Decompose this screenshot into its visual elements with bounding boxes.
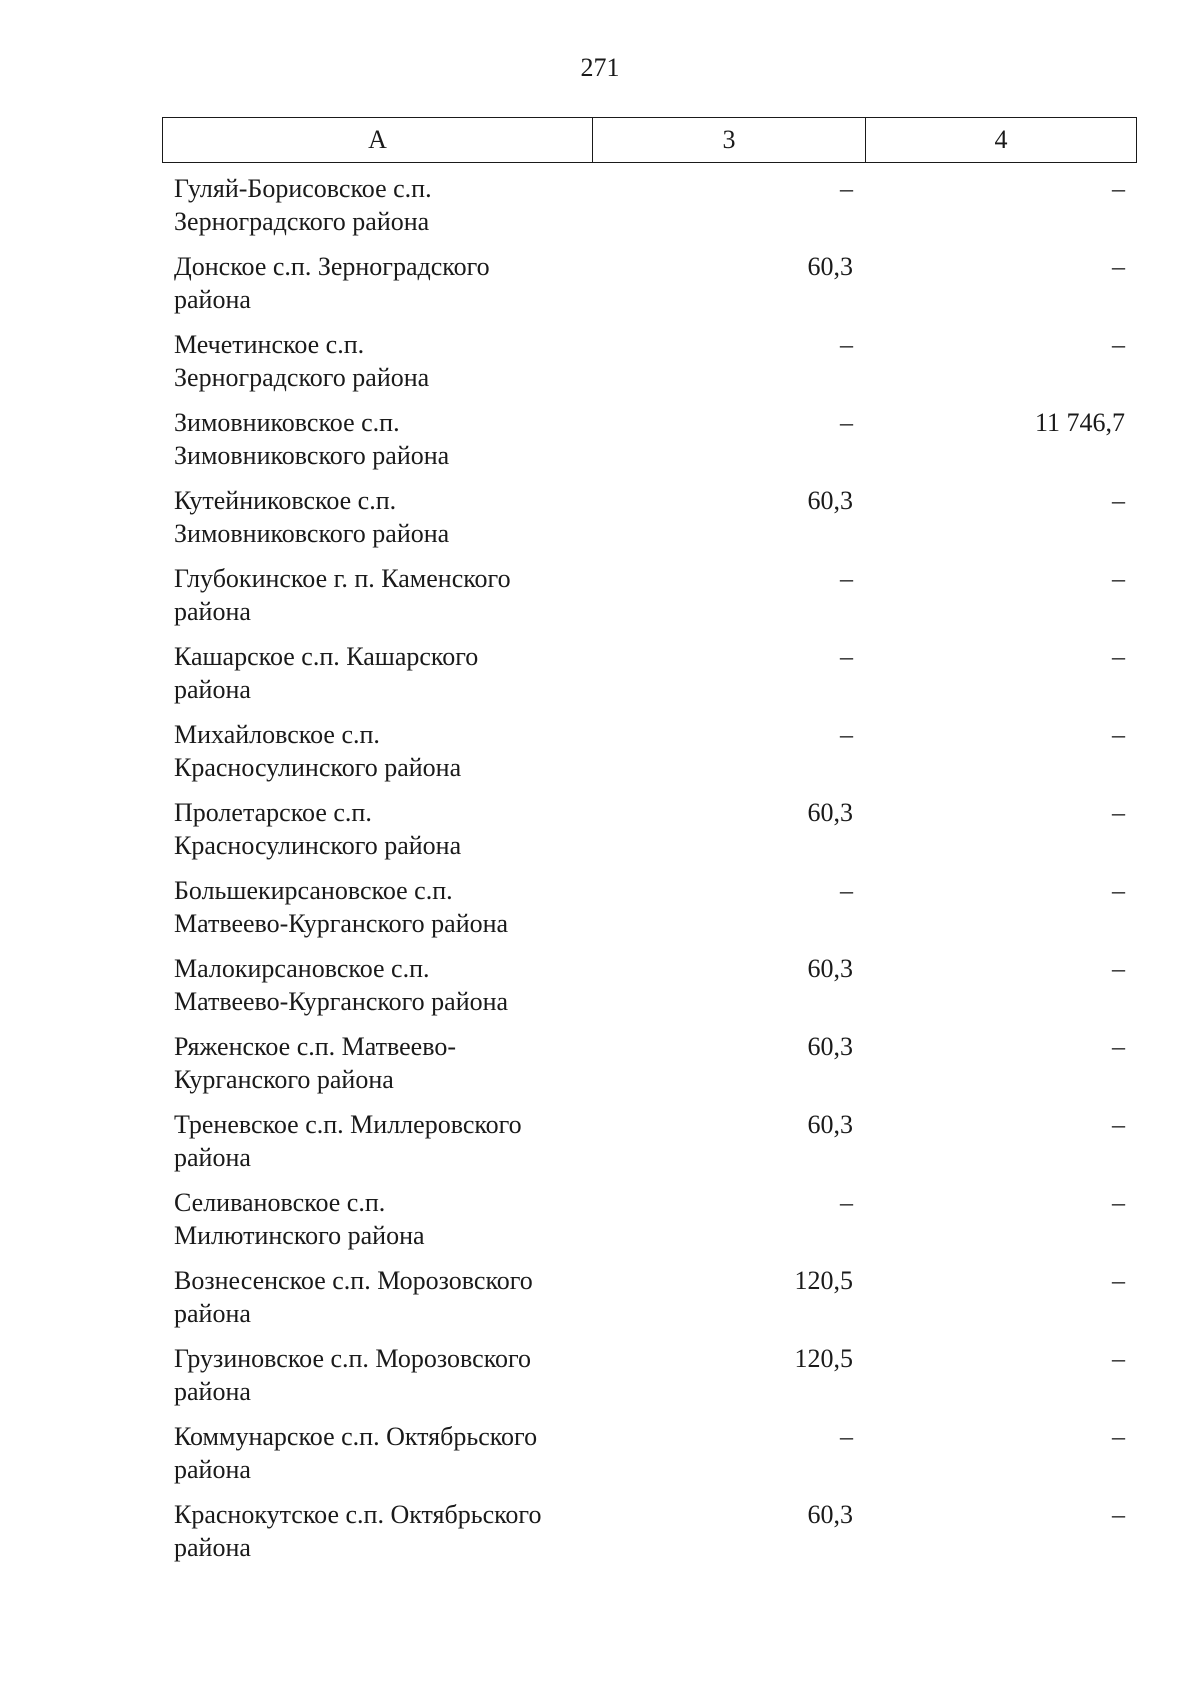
row-name-line: Зерноградского района [174, 207, 430, 236]
row-value-col3: – [840, 174, 853, 203]
row-name-cell [162, 250, 592, 328]
table-row [162, 1264, 1137, 1342]
row-name-cell [162, 874, 592, 952]
row-value-col3: – [840, 564, 853, 593]
table-row [162, 562, 1137, 640]
row-name-line: района [174, 1533, 251, 1562]
row-value-col4: – [1112, 330, 1125, 359]
row-name-line: Большекирсановское с.п. [174, 876, 453, 905]
table-row [162, 250, 1137, 328]
table-row [162, 1342, 1137, 1420]
row-name-line: Краснокутское с.п. Октябрьского [174, 1500, 542, 1529]
table-row [162, 1420, 1137, 1498]
row-value-col4: – [1112, 486, 1125, 515]
row-name-line: Зимовниковского района [174, 441, 450, 470]
table-body [162, 172, 1137, 1576]
row-name-line: Матвеево-Курганского района [174, 987, 509, 1016]
row-name-line: Селивановское с.п. [174, 1188, 386, 1217]
row-name-line: Ряженское с.п. Матвеево- [174, 1032, 456, 1061]
row-name-cell [162, 406, 592, 484]
row-name-cell [162, 484, 592, 562]
row-value-col3: 60,3 [807, 954, 853, 983]
row-name-line: района [174, 1455, 251, 1484]
table-row [162, 718, 1137, 796]
row-name-line: Зерноградского района [174, 363, 430, 392]
row-value-col3: – [840, 330, 853, 359]
row-name-line: Кутейниковское с.п. [174, 486, 397, 515]
row-value-col3: 60,3 [807, 486, 853, 515]
row-value-col4: – [1112, 1266, 1125, 1295]
row-name-cell [162, 328, 592, 406]
row-name-cell [162, 1108, 592, 1186]
row-value-col3: – [840, 720, 853, 749]
page-number: 271 [580, 53, 620, 82]
row-name-line: Зимовниковского района [174, 519, 450, 548]
row-name-line: Пролетарское с.п. [174, 798, 372, 827]
table-row [162, 1186, 1137, 1264]
row-name-cell [162, 1264, 592, 1342]
row-value-col4: – [1112, 798, 1125, 827]
header-cell-4: 4 [994, 125, 1008, 154]
table-row [162, 328, 1137, 406]
row-name-line: Кашарское с.п. Кашарского [174, 642, 479, 671]
row-name-cell [162, 1030, 592, 1108]
row-name-cell [162, 1498, 592, 1576]
header-cell-3: 3 [593, 118, 866, 162]
row-name-line: Глубокинское г. п. Каменского [174, 564, 511, 593]
row-name-line: района [174, 675, 251, 704]
row-value-col4: – [1112, 720, 1125, 749]
row-name-line: Грузиновское с.п. Морозовского [174, 1344, 532, 1373]
table-row [162, 406, 1137, 484]
table-row [162, 1108, 1137, 1186]
row-value-col4: – [1112, 1032, 1125, 1061]
row-name-line: района [174, 1377, 251, 1406]
row-name-line: Зимовниковское с.п. [174, 408, 400, 437]
row-name-line: района [174, 597, 251, 626]
row-name-line: Михайловское с.п. [174, 720, 380, 749]
row-name-line: Треневское с.п. Миллеровского [174, 1110, 522, 1139]
row-value-col3: – [840, 1188, 853, 1217]
row-name-line: Коммунарское с.п. Октябрьского [174, 1422, 538, 1451]
row-value-col3: 60,3 [807, 1032, 853, 1061]
row-value-col4: – [1112, 564, 1125, 593]
row-name-line: Малокирсановское с.п. [174, 954, 430, 983]
row-value-col4: – [1112, 174, 1125, 203]
row-value-col3: – [840, 642, 853, 671]
row-value-col3: – [840, 408, 853, 437]
row-name-line: Милютинского района [174, 1221, 425, 1250]
row-value-col4: 11 746,7 [1034, 408, 1125, 437]
row-name-cell [162, 952, 592, 1030]
row-name-cell [162, 1186, 592, 1264]
row-name-line: Мечетинское с.п. [174, 330, 365, 359]
table-row [162, 640, 1137, 718]
row-value-col4: – [1112, 1500, 1125, 1529]
header-cell-a: А [163, 118, 593, 162]
row-value-col3: – [840, 1422, 853, 1451]
row-value-col4: – [1112, 1110, 1125, 1139]
table-row [162, 1030, 1137, 1108]
row-name-line: Донское с.п. Зерноградского [174, 252, 490, 281]
row-name-line: района [174, 285, 251, 314]
row-value-col3: 120,5 [794, 1266, 853, 1295]
row-name-line: района [174, 1143, 251, 1172]
row-value-col3: 60,3 [807, 798, 853, 827]
row-name-line: Красносулинского района [174, 753, 462, 782]
row-value-col3: 120,5 [794, 1344, 853, 1373]
row-name-cell [162, 1342, 592, 1420]
row-value-col3: 60,3 [807, 1110, 853, 1139]
row-name-cell [162, 640, 592, 718]
row-value-col3: 60,3 [807, 1500, 853, 1529]
table-row [162, 796, 1137, 874]
row-name-line: Красносулинского района [174, 831, 462, 860]
row-value-col4: – [1112, 252, 1125, 281]
row-value-col4: – [1112, 642, 1125, 671]
row-name-line: района [174, 1299, 251, 1328]
row-value-col3: – [840, 876, 853, 905]
row-name-cell [162, 796, 592, 874]
row-name-line: Матвеево-Курганского района [174, 909, 509, 938]
data-table [162, 117, 1137, 1576]
row-name-cell [162, 172, 592, 250]
row-value-col4: – [1112, 954, 1125, 983]
table-row [162, 952, 1137, 1030]
row-value-col3: 60,3 [807, 252, 853, 281]
table-row [162, 172, 1137, 250]
row-value-col4: – [1112, 1188, 1125, 1217]
row-value-col4: – [1112, 876, 1125, 905]
table-row [162, 1498, 1137, 1576]
row-value-col4: – [1112, 1422, 1125, 1451]
table-row [162, 874, 1137, 952]
row-name-line: Вознесенское с.п. Морозовского [174, 1266, 533, 1295]
row-name-cell [162, 562, 592, 640]
row-name-line: Курганского района [174, 1065, 394, 1094]
row-name-cell [162, 1420, 592, 1498]
table-header-row [162, 117, 1137, 163]
table-row [162, 484, 1137, 562]
row-value-col4: – [1112, 1344, 1125, 1373]
row-name-cell [162, 718, 592, 796]
row-name-line: Гуляй-Борисовское с.п. [174, 174, 432, 203]
